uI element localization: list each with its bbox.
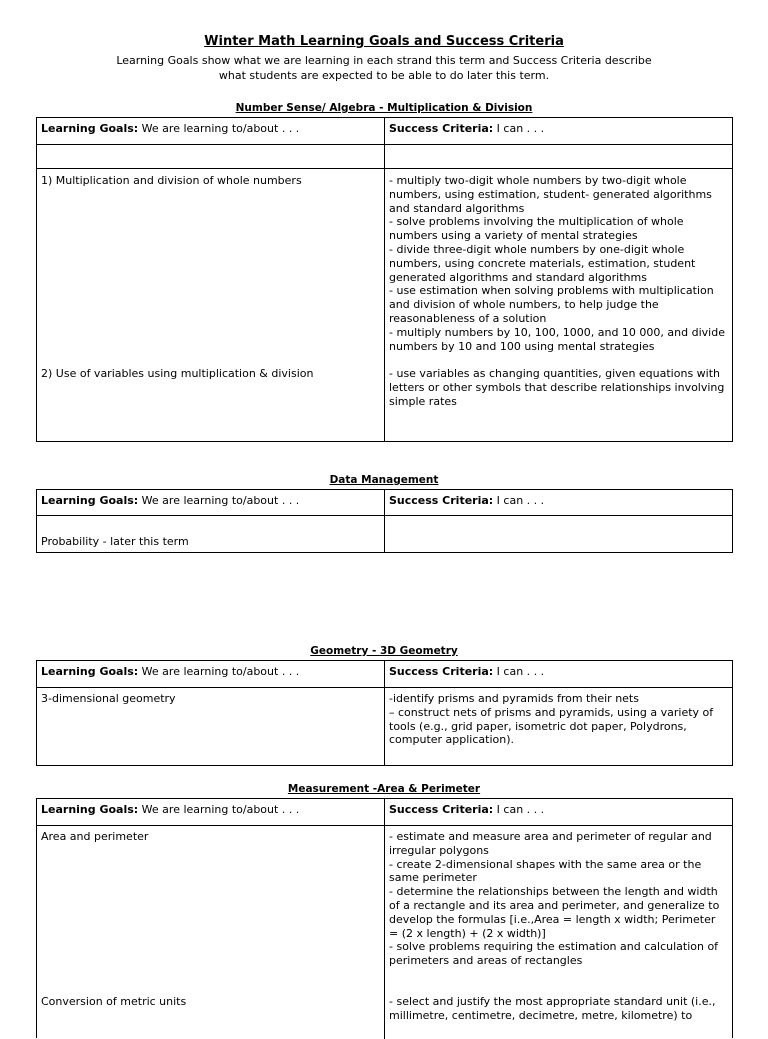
- intro-line-2: what students are expected to be able to do later this term.: [218, 69, 550, 82]
- learning-goals-header: [37, 490, 385, 515]
- success-criteria-prompt: I can . . .: [493, 803, 545, 816]
- section-heading-measurement: Measurement -Area & Perimeter: [287, 783, 481, 795]
- list-item: - multiply two-digit whole numbers by two-digit whole numbers, using estimation, student- generated algorithms and standard algorithms: [389, 174, 712, 215]
- success-criteria-prompt: I can . . .: [493, 122, 545, 135]
- learning-goals-prompt: We are learning to/about . . .: [138, 494, 300, 507]
- learning-goals-header: [37, 799, 385, 825]
- section-heading-data-management: Data Management: [329, 474, 439, 486]
- table-row: [37, 515, 732, 552]
- success-criteria-header: [385, 661, 732, 687]
- list-item: - solve problems involving the multiplication of whole numbers using a variety of mental strategies: [389, 215, 684, 243]
- criteria-cell: [385, 516, 732, 552]
- measurement-table: [36, 798, 733, 1038]
- success-criteria-label: Success Criteria:: [389, 494, 494, 507]
- list-item: - divide three-digit whole numbers by one-digit whole numbers, using concrete materials, estimation, student generated algorithms and standard algorithms: [389, 242, 696, 284]
- criteria-1-list: [389, 830, 728, 968]
- success-criteria-label: Success Criteria:: [389, 803, 494, 816]
- criteria-2: - use variables as changing quantities, given equations with letters or other symbols that describe relationships involving simple rates: [389, 367, 725, 408]
- criteria-1-list: [389, 174, 728, 353]
- success-criteria-prompt: I can . . .: [493, 494, 545, 507]
- goal-1: 1) Multiplication and division of whole numbers: [41, 174, 302, 187]
- list-item: - multiply numbers by 10, 100, 1000, and 10 000, and divide numbers by 10 and 100 using mental strategies: [389, 325, 725, 353]
- empty-cell: [37, 145, 385, 168]
- table-header-row: [37, 118, 732, 144]
- table-row: [37, 825, 732, 1039]
- criteria-cell: [385, 169, 732, 441]
- table-header-row: [37, 490, 732, 515]
- section-heading-geometry: Geometry - 3D Geometry: [310, 645, 458, 657]
- goal-2: 2) Use of variables using multiplication & division: [41, 367, 314, 380]
- success-criteria-header: [385, 490, 732, 515]
- learning-goals-label: Learning Goals:: [41, 494, 139, 507]
- table-row: [37, 687, 732, 765]
- empty-cell: [385, 145, 732, 168]
- section-heading-number-sense: Number Sense/ Algebra - Multiplication & Division: [235, 102, 533, 114]
- table-header-row: [37, 661, 732, 687]
- list-item: - use estimation when solving problems with multiplication and division of whole numbers, to help judge the reasonableness of a solution: [389, 284, 714, 325]
- learning-goals-header: [37, 118, 385, 144]
- document-title: Winter Math Learning Goals and Success Criteria: [204, 34, 564, 49]
- learning-goals-prompt: We are learning to/about . . .: [138, 122, 300, 135]
- goal-1: Area and perimeter: [41, 830, 149, 843]
- table-header-row: [37, 799, 732, 825]
- success-criteria-header: [385, 799, 732, 825]
- geometry-table: [36, 660, 733, 766]
- table-row: [37, 168, 732, 441]
- intro-line-1: Learning Goals show what we are learning in each strand this term and Success Criteria describe: [116, 54, 652, 67]
- goal-2: Conversion of metric units: [41, 995, 187, 1008]
- list-item: - determine the relationships between the length and width of a rectangle and its area and perimeter, and generalize to develop the formulas [i.e.,Area = length x width; Perimeter = (2 x length) + (2 x width)]: [389, 885, 720, 940]
- learning-goals-label: Learning Goals:: [41, 665, 139, 678]
- goals-cell: [37, 169, 385, 441]
- data-management-table: [36, 489, 733, 553]
- learning-goals-prompt: We are learning to/about . . .: [138, 803, 300, 816]
- number-sense-table: [36, 117, 733, 442]
- success-criteria-label: Success Criteria:: [389, 122, 494, 135]
- list-item: - estimate and measure area and perimeter of regular and irregular polygons: [389, 830, 712, 857]
- criteria-cell: [385, 688, 732, 765]
- learning-goals-header: [37, 661, 385, 687]
- learning-goals-prompt: We are learning to/about . . .: [138, 665, 300, 678]
- goals-cell: [37, 826, 385, 1039]
- success-criteria-prompt: I can . . .: [493, 665, 545, 678]
- learning-goals-label: Learning Goals:: [41, 122, 139, 135]
- success-criteria-header: [385, 118, 732, 144]
- goals-cell: Probability - later this term: [37, 516, 385, 552]
- success-criteria-label: Success Criteria:: [389, 665, 494, 678]
- list-item: - create 2-dimensional shapes with the same area or the same perimeter: [389, 857, 702, 885]
- table-row-empty: [37, 144, 732, 168]
- list-item: -identify prisms and pyramids from their nets: [389, 692, 639, 705]
- criteria-2: - select and justify the most appropriate standard unit (i.e., millimetre, centimetre, decimetre, metre, kilometre) to: [389, 995, 716, 1022]
- goals-cell: 3-dimensional geometry: [37, 688, 385, 765]
- intro-text: [0, 53, 768, 83]
- learning-goals-label: Learning Goals:: [41, 803, 139, 816]
- list-item: – construct nets of prisms and pyramids, using a variety of tools (e.g., grid paper, isometric dot paper, Polydrons, computer application).: [389, 705, 714, 747]
- criteria-cell: [385, 826, 732, 1039]
- list-item: - solve problems requiring the estimation and calculation of perimeters and areas of rectangles: [389, 940, 719, 968]
